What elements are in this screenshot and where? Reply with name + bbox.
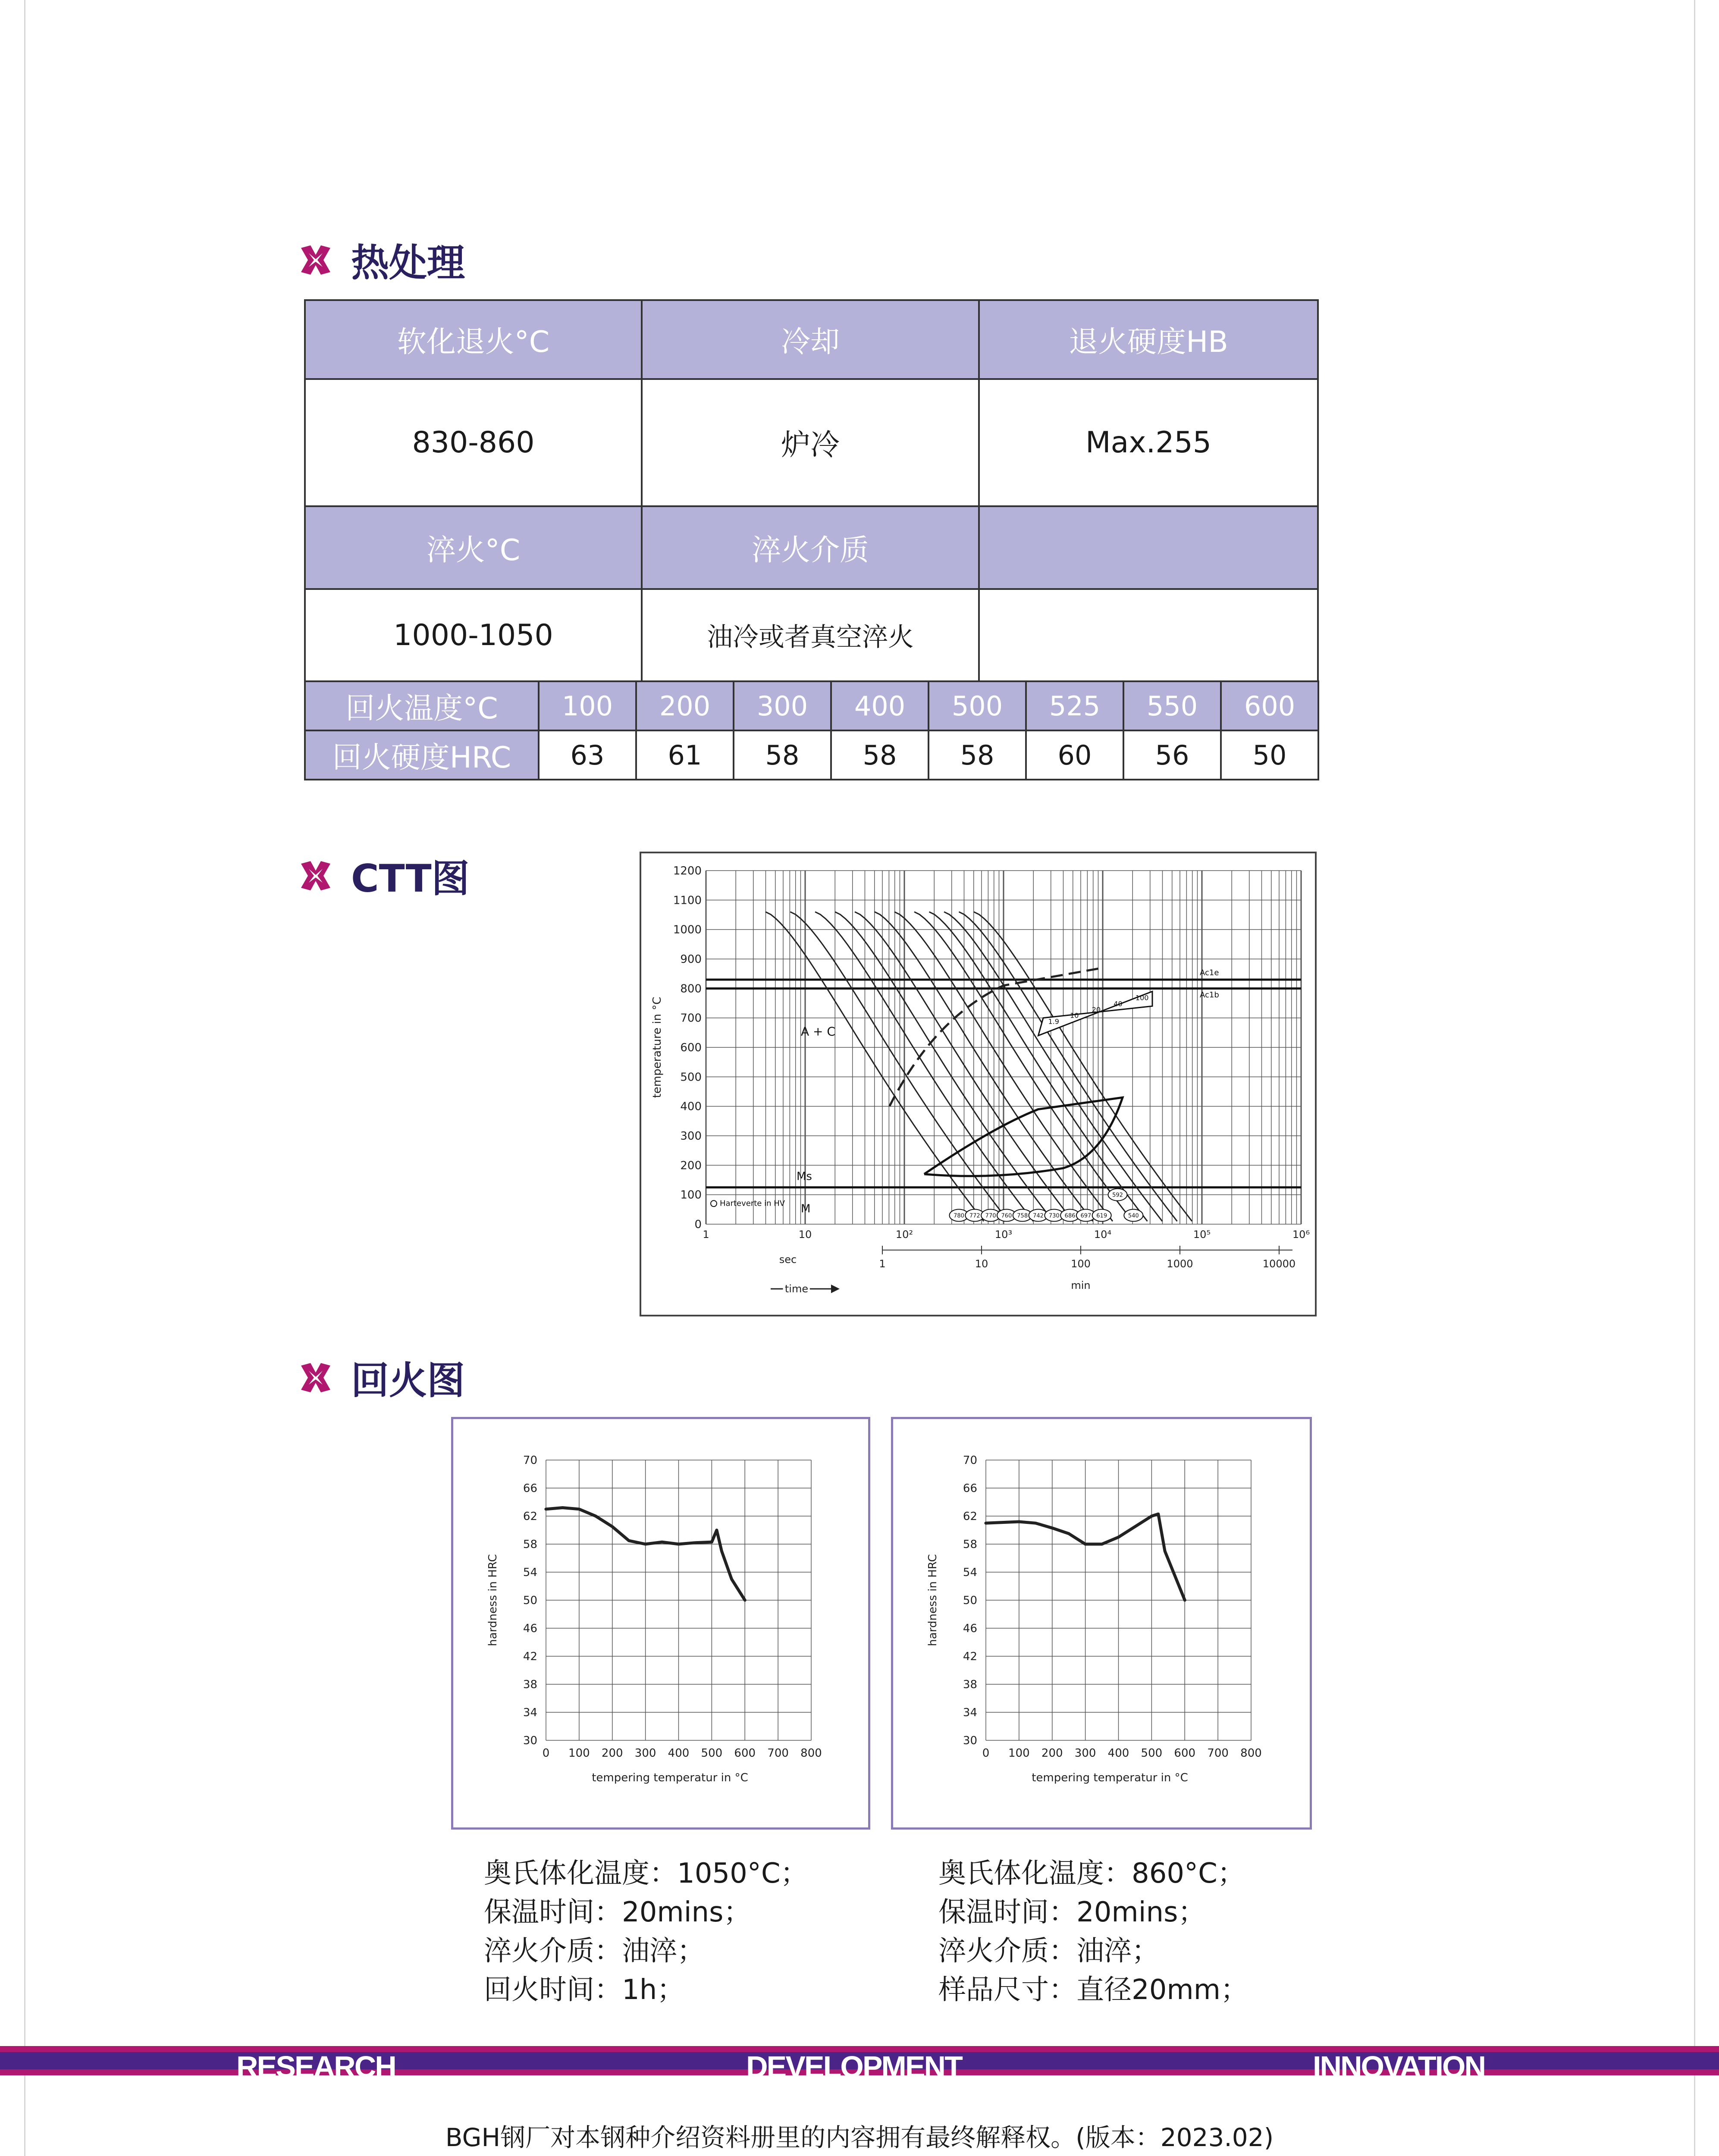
cct-m-label: M <box>801 1202 811 1216</box>
cct-ac1b-label: Ac1b <box>1200 990 1219 1000</box>
tempering-y-tick: 62 <box>963 1510 977 1523</box>
tempering-x-tick: 500 <box>701 1747 723 1760</box>
note-line: 回火时间：1h； <box>484 1974 685 2006</box>
tempering-y-tick: 66 <box>963 1482 977 1495</box>
tempering-x-tick: 600 <box>734 1747 756 1760</box>
temper-temp-cell: 100 <box>538 680 637 731</box>
section-heat-title <box>298 233 465 287</box>
cct-time-label: time <box>784 1283 809 1295</box>
cct-ac1e-label: Ac1e <box>1200 968 1219 978</box>
cct-cooling-curve <box>790 912 1009 1222</box>
tempering-y-tick: 58 <box>963 1538 977 1551</box>
cct-ms-label: Ms <box>797 1170 812 1183</box>
tempering-grid <box>546 1460 811 1740</box>
tempering-x-tick: 800 <box>1240 1747 1262 1760</box>
tempering-x-tick: 100 <box>568 1747 590 1760</box>
cct-hardness-value: 592 <box>1112 1192 1123 1199</box>
cct-y-tick: 1000 <box>673 923 702 937</box>
cross-bullet-icon <box>298 1360 334 1396</box>
temper-temp-cell: 400 <box>830 680 929 731</box>
temper-hardness-cell: 60 <box>1025 730 1124 780</box>
temper-hard-label: 回火硬度HRC <box>304 730 540 780</box>
cct-hardness-value: 742 <box>1033 1213 1044 1219</box>
tempering-x-tick: 800 <box>800 1747 822 1760</box>
tempering-x-tick: 0 <box>982 1747 990 1760</box>
temper-hardness-cell: 56 <box>1123 730 1222 780</box>
temper-hardness-cell: 58 <box>830 730 929 780</box>
tempering-y-label: hardness in HRC <box>926 1554 939 1646</box>
value-cooling: 炉冷 <box>641 378 980 507</box>
tempering-y-tick: 62 <box>523 1510 537 1523</box>
note-line: 保温时间：20mins； <box>938 1896 1206 1928</box>
tempering-x-tick: 600 <box>1174 1747 1196 1760</box>
cct-y-tick: 700 <box>680 1012 702 1025</box>
cct-hardness-value: 780 <box>954 1213 964 1219</box>
footer-disclaimer: BGH钢厂对本钢种介绍资料册里的内容拥有最终解释权。(版本：2023.02) <box>445 2123 1274 2152</box>
note-line: 淬火介质：油淬； <box>484 1935 705 1967</box>
note-line: 奥氏体化温度：860°C； <box>938 1858 1245 1890</box>
tempering-x-tick: 100 <box>1008 1747 1030 1760</box>
value-annealing: 830-860 <box>304 378 643 507</box>
cct-x-tick-min: 1000 <box>1167 1258 1193 1270</box>
cct-hardness-value: 770 <box>985 1213 996 1219</box>
temper-temp-cell: 200 <box>635 680 734 731</box>
note-line: 样品尺寸：直径20mm； <box>938 1974 1248 2006</box>
cct-y-label: temperature in °C <box>651 997 664 1098</box>
header-quench: 淬火°C <box>304 505 643 590</box>
tempering-grid <box>986 1460 1251 1740</box>
cct-pct-label: 100 <box>1135 993 1149 1002</box>
cct-x-tick-min: 10 <box>975 1258 988 1270</box>
cct-cooling-curves <box>765 912 1192 1222</box>
cct-y-tick: 1200 <box>673 865 702 877</box>
cct-time-arrowhead <box>831 1285 840 1293</box>
temper-temp-cell: 550 <box>1123 680 1222 731</box>
tempering-x-label: tempering temperatur in °C <box>1032 1771 1188 1784</box>
tempering-y-tick: 54 <box>523 1566 537 1579</box>
note-line: 奥氏体化温度：1050°C； <box>484 1858 808 1890</box>
cct-grid <box>706 871 1301 1224</box>
section-tempering-label: 回火图 <box>351 1358 465 1403</box>
tempering-x-tick: 200 <box>1041 1747 1063 1760</box>
cct-y-tick: 600 <box>680 1041 702 1054</box>
cross-bullet-icon <box>298 242 334 278</box>
cct-hardness-value: 540 <box>1128 1213 1139 1219</box>
cct-x-tick-min: 10000 <box>1262 1258 1296 1270</box>
cct-pct-label: 10 <box>1070 1011 1079 1020</box>
tempering-y-tick: 30 <box>523 1734 537 1747</box>
tempering-x-tick: 500 <box>1141 1747 1163 1760</box>
tempering-chart-860 <box>891 1417 1312 1830</box>
cct-x-tick-sec: 10² <box>895 1228 913 1241</box>
value-quench: 1000-1050 <box>304 588 643 682</box>
tempering-y-tick: 38 <box>963 1678 977 1691</box>
tempering-y-tick: 34 <box>523 1706 537 1719</box>
tempering-x-tick: 700 <box>767 1747 789 1760</box>
cct-hardness-value: 730 <box>1048 1213 1060 1219</box>
header-empty <box>978 505 1319 590</box>
band-word-development: DEVELOPMENT <box>746 2050 962 2084</box>
tempering-y-tick: 66 <box>523 1482 537 1495</box>
value-annealed-hardness: Max.255 <box>978 378 1319 507</box>
cct-hardness-value: 619 <box>1096 1213 1107 1219</box>
tempering-y-tick: 46 <box>523 1622 537 1635</box>
cct-y-tick: 900 <box>680 953 702 966</box>
cct-y-tick: 0 <box>694 1218 702 1231</box>
cct-diagram <box>640 852 1317 1316</box>
tempering-x-tick: 200 <box>601 1747 623 1760</box>
temper-temp-cell: 600 <box>1220 680 1319 731</box>
section-tempering-title <box>298 1351 465 1405</box>
cct-y-tick: 100 <box>680 1188 702 1202</box>
tempering-y-tick: 50 <box>523 1594 537 1607</box>
tempering-x-tick: 700 <box>1207 1747 1229 1760</box>
tempering-x-tick: 300 <box>634 1747 656 1760</box>
temper-temp-label: 回火温度°C <box>304 680 540 731</box>
tempering-x-tick: 300 <box>1074 1747 1096 1760</box>
cct-region-label: A + C <box>801 1024 835 1039</box>
cct-cooling-curve <box>944 912 1162 1222</box>
note-line: 淬火介质：油淬； <box>938 1935 1159 1967</box>
tempering-svg-860 <box>893 1419 1310 1827</box>
temper-hardness-cell: 58 <box>733 730 832 780</box>
tempering-svg-1050 <box>453 1419 868 1827</box>
cct-legend-circle <box>711 1200 717 1206</box>
tempering-y-tick: 38 <box>523 1678 537 1691</box>
cct-pct-label: 1.9 <box>1048 1017 1059 1026</box>
note-line: 保温时间：20mins； <box>484 1896 751 1928</box>
notes-left <box>484 1854 808 2009</box>
temper-hardness-cell: 50 <box>1220 730 1319 780</box>
cct-pct-label: 40 <box>1114 1000 1123 1008</box>
cct-hardness-value: 686 <box>1064 1213 1076 1219</box>
value-empty <box>978 588 1319 682</box>
tempering-x-tick: 400 <box>1107 1747 1129 1760</box>
section-heat-label: 热处理 <box>351 241 465 285</box>
header-cooling: 冷却 <box>641 299 980 380</box>
cct-svg <box>641 853 1315 1315</box>
cct-y-tick: 800 <box>680 982 702 996</box>
tempering-y-tick: 34 <box>963 1706 977 1719</box>
tempering-y-tick: 70 <box>963 1454 977 1467</box>
cct-y-tick: 300 <box>680 1130 702 1143</box>
cct-x-tick-sec: 10⁶ <box>1292 1228 1310 1241</box>
tempering-y-tick: 54 <box>963 1566 977 1579</box>
tempering-y-label: hardness in HRC <box>486 1554 499 1646</box>
cct-hardness-circles <box>950 1189 1143 1222</box>
header-quench-medium: 淬火介质 <box>641 505 980 590</box>
tempering-y-tick: 46 <box>963 1622 977 1635</box>
header-annealed-hardness: 退火硬度HB <box>978 299 1319 380</box>
temper-hardness-cell: 58 <box>928 730 1027 780</box>
section-cct-label: CTT图 <box>351 856 470 901</box>
cct-y-tick: 500 <box>680 1071 702 1084</box>
tempering-x-tick: 0 <box>542 1747 550 1760</box>
cct-hardness-value: 772 <box>969 1213 980 1219</box>
temper-hardness-cell: 63 <box>538 730 637 780</box>
cct-y-tick: 200 <box>680 1159 702 1172</box>
cct-pearlite-band <box>1038 991 1153 1036</box>
cct-pct-label: 20 <box>1092 1006 1101 1014</box>
tempering-y-tick: 30 <box>963 1734 977 1747</box>
cct-x-tick-sec: 10 <box>798 1228 812 1241</box>
cct-x-tick-sec: 10⁴ <box>1094 1228 1112 1241</box>
cct-hardness-value: 697 <box>1080 1213 1092 1219</box>
cct-legend-label: Harteverte in HV <box>720 1199 785 1208</box>
temper-temp-cell: 525 <box>1025 680 1124 731</box>
tempering-x-label: tempering temperatur in °C <box>592 1771 748 1784</box>
header-annealing: 软化退火°C <box>304 299 643 380</box>
tempering-y-tick: 42 <box>523 1650 537 1663</box>
band-word-innovation: INNOVATION <box>1313 2050 1485 2084</box>
cct-x-tick-sec: 1 <box>703 1228 709 1241</box>
tempering-y-tick: 70 <box>523 1454 537 1467</box>
cct-x-tick-min: 1 <box>879 1258 886 1270</box>
tempering-x-tick: 400 <box>668 1747 690 1760</box>
cct-hardness-value: 758 <box>1017 1213 1028 1219</box>
temper-temp-cell: 500 <box>928 680 1027 731</box>
cct-x-unit-min: min <box>1071 1279 1091 1291</box>
cct-x-tick-min: 100 <box>1071 1258 1091 1270</box>
temper-temp-cell: 300 <box>733 680 832 731</box>
tempering-y-tick: 58 <box>523 1538 537 1551</box>
tempering-y-tick: 50 <box>963 1594 977 1607</box>
tempering-y-tick: 42 <box>963 1650 977 1663</box>
cct-x-tick-sec: 10³ <box>994 1228 1013 1241</box>
notes-right <box>938 1854 1248 2009</box>
value-quench-medium: 油冷或者真空淬火 <box>641 588 980 682</box>
tempering-chart-1050 <box>451 1417 870 1830</box>
cct-y-tick: 1100 <box>673 894 702 907</box>
temper-hardness-cell: 61 <box>635 730 734 780</box>
cct-x-tick-sec: 10⁵ <box>1193 1228 1211 1241</box>
cct-x-unit-sec: sec <box>779 1253 797 1266</box>
section-cct-title <box>298 849 470 903</box>
band-word-research: RESEARCH <box>236 2050 395 2084</box>
cross-bullet-icon <box>298 858 334 894</box>
cct-y-tick: 400 <box>680 1100 702 1113</box>
cct-hardness-value: 760 <box>1001 1213 1012 1219</box>
